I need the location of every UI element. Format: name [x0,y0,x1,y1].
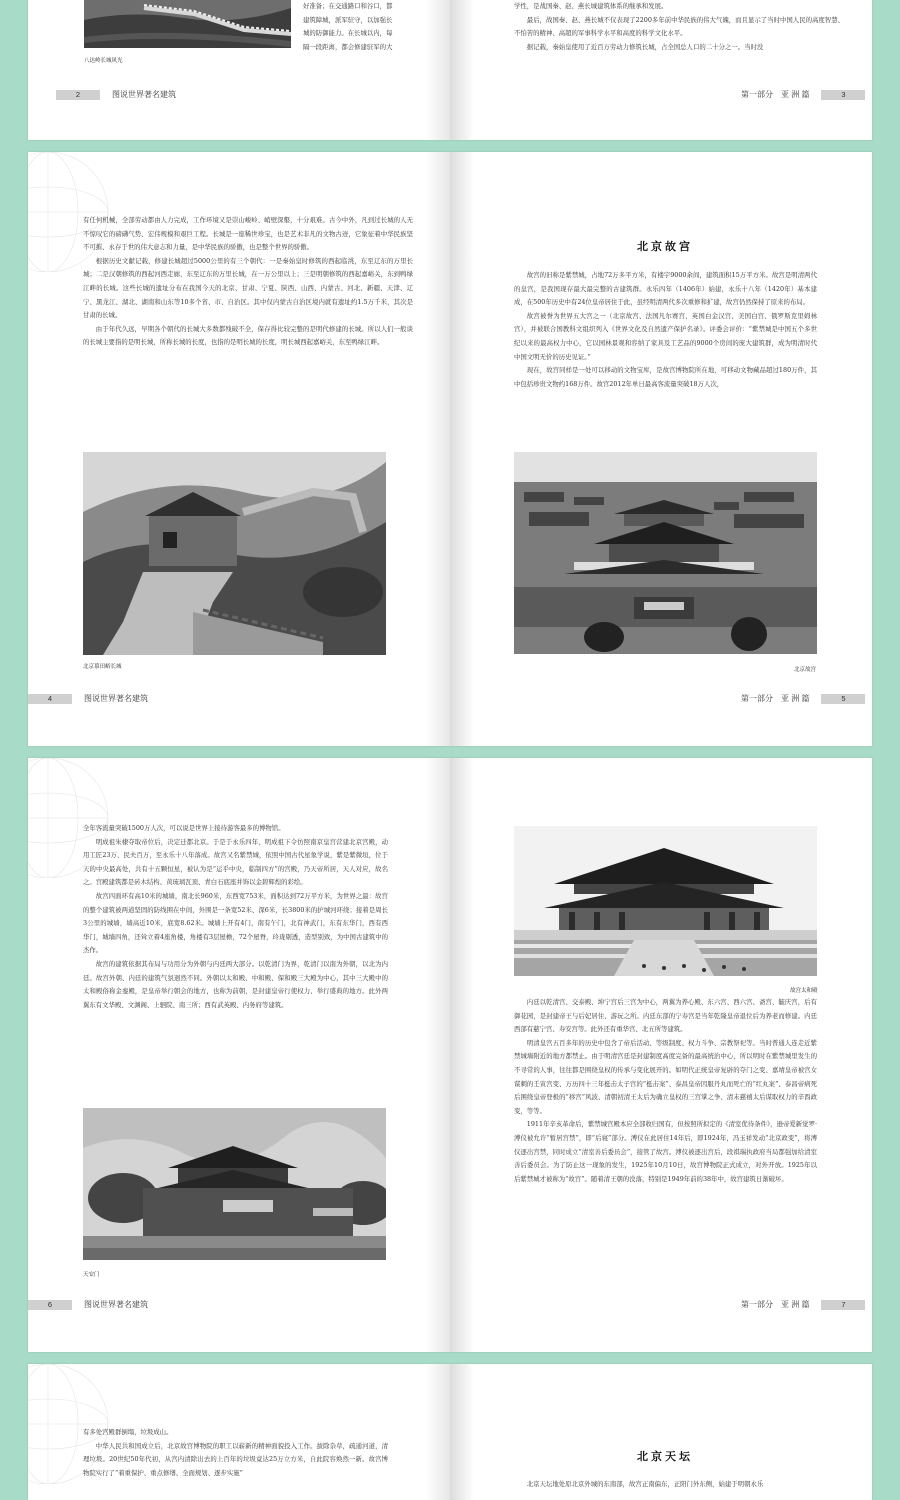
page-gutter-shadow [450,758,474,1352]
book-title: 图说世界著名建筑 [84,1300,148,1309]
paragraph: 学性，是战国秦、赵、燕长城建筑体系的继承和发展。 [514,2,668,10]
spread-pages-4-5 [28,152,872,746]
text-line: 建筑障城，派军驻守，以加强长 [303,15,393,24]
paragraph: 明清皇宫五百多年的历史中包含了帝后活动、等级制度、权力斗争、宗教祭祀等。当时普通人连走近紫禁城墙附近的地方都禁止。由于明清宫廷是封建制度高度完备的最高统治中心，所以明时在紫禁城里发生的不寻常的人事，往往都是围绕皇权的传承与变化展开的。如明代正统皇帝复辟的夺门之变、嘉靖皇帝被宫女谋刺的壬寅宫变、万历四十三年梃击太子宫的“梃击案”、泰昌皇帝因服丹丸而死亡的“红丸案”、泰昌帝病死后围绕皇帝登极的“移宫”风波、清朝初清王太后为确立皇权的三宫掌之争、清末慈禧太后谋取权力的辛酉政变，等等。 [514,1038,817,1115]
photo-caption: 北京故宫 [794,667,817,673]
page-4-text [83,214,413,350]
page-gutter-shadow [450,152,474,746]
paragraph: 故宫被誉为世界五大宫之一（北京故宫、法国凡尔赛宫、英国白金汉宫、美国白宫、俄罗斯克里姆林宫），并被联合国教科文组织列入《世界文化及自然遗产保护名录》。评委会评价：“紫禁城是中国五个多世纪以来的最高权力中心，它以园林景观和容纳了家具及工艺品的9000个房间的庞大建筑群，成为明清时代中国文明无价的历史见证。” [514,311,817,361]
section-title: 北京故宫 [637,241,693,253]
page-gutter-shadow [426,0,450,140]
mutianyu-great-wall-photo [83,452,386,655]
part-title: 第一部分 亚 洲 篇 [741,90,810,99]
tiananmen-photo [83,1108,386,1260]
page-8 [28,1364,450,1500]
photo-caption: 天安门 [83,1272,100,1278]
page-7-text [514,996,817,1186]
paragraph: 据记载，秦始皇使用了近百万劳动力修筑长城，占全国总人口的二十分之一。当时没 [526,42,764,51]
paragraph: 明成祖朱棣夺取帝位后，决定迁都北京。于是于永乐四年，明成祖下令仿照南京皇宫营建北京宫殿，动用工匠23万、民夫百万，至永乐十八年落成。故宫又名紫禁城，依照中国古代星象学说，紫是紫微垣，位于天的中央最高处，共有十五颗恒星，被认为是“运乎中央，临制四方”的宫殿，乃天帝所居，天人对应，故名之。宫殿建筑都是砖木结构、黄琉璃瓦顶、青白石底座并饰以金碧辉煌的彩绘。 [83,837,388,887]
page-gutter-shadow [426,152,450,746]
photo-caption: 八达岭长城风光 [84,58,123,64]
page-9-text [514,1478,817,1492]
photo-caption: 北京慕田峪长城 [83,664,122,670]
page-gutter-shadow [450,1364,474,1500]
paragraph: 故宫的旧称是紫禁城，占地72万多平方米，有楼宇9000余间，建筑面积15万平方米。故宫是明清两代的皇宫，是我国现存最大最完整的古建筑群。永乐四年（1406年）始建，永乐十八年（1420年）基本建成，在500年历史中有24位皇帝居住于此，虽经明清两代多次重修和扩建，故宫仍然保持了原来的布局。 [514,271,817,307]
page-3 [450,0,872,140]
text-line: 隔一段距离，都会修建驻军的大 [303,42,393,51]
page-7 [450,758,872,1352]
page-5 [450,152,872,746]
spread-pages-2-3 [28,0,872,140]
paragraph: 内廷以乾清宫、交泰殿、坤宁宫后三宫为中心，两翼为养心殿、东六宫、西六宫、斋宫、毓庆宫，后有御花园，是封建帝王与后妃居住、游玩之所。内廷东部的宁寿宫是当年乾隆皇帝退位后为养老而修建。内廷西部有慈宁宫、寿安宫等。此外还有重华宫、北五所等建筑。 [514,998,817,1034]
paragraph: 故宫的建筑依据其布局与功用分为外朝与内廷两大部分。以乾清门为界，乾清门以南为外朝，以北为内廷。故宫外朝、内廷的建筑气氛迥然不同。外朝以太和殿、中和殿、保和殿三大殿为中心，其中三大殿中的太和殿俗称金銮殿，是皇帝举行朝会的地方，也称为前朝，是封建皇帝行使权力、举行盛典的地方。此外两翼东有文华殿、文渊阁、上驷院、南三所；西有武英殿、内务府等建筑。 [83,959,388,1009]
page-number: 7 [821,1300,865,1310]
paragraph: 根据历史文献记载，修建长城超过5000公里的有三个朝代：一是秦始皇时修筑的西起临洮，东至辽东的万里长城；二是汉朝修筑的西起河西走廊，东至辽东的万里长城，在一万公里以上；三是明朝修筑的西起嘉峪关，东到鸭绿江畔的长城。这些长城的遗址分布在我国今天的北京、甘肃、宁夏、陕西、山西、内蒙古、河北、新疆、天津、辽宁、黑龙江、湖北、湖南和山东等10多个省、市、自治区。其中仅内蒙古自治区境内就有遗址约1.5万千米，其次是甘肃的长城。 [83,256,413,320]
spread-pages-6-7 [28,758,872,1352]
page-2-text [303,0,421,54]
page-footer [28,693,148,704]
paragraph: 中华人民共和国成立后，北京故宫博物院的职工以崭新的精神面貌投入工作。拔除杂草，疏通河道，清理垃圾。20世纪50年代初，从宫内清除出去的上百年的垃圾竟达25万立方米，自此院容焕然一新。故宫博物院实行了“着重保护、重点修缮、全面规划、逐步实施” [83,1441,388,1477]
paragraph: 全年客流量突破1500万人次，可以说是世界上接待游客最多的博物馆。 [83,824,285,832]
page-gutter-shadow [450,0,474,140]
paragraph: 有多处宫殿群倒塌，垃圾成山。 [83,1428,173,1436]
page-9 [450,1364,872,1500]
page-gutter-shadow [426,1364,450,1500]
page-number: 3 [821,90,865,100]
paragraph: 故宫四面环有高10米的城墙，南北长960米，东西宽753米，面积达到72万平方米，为世界之最：故宫的整个建筑被两道坚固的防线围在中间，外围是一条宽52米、深6米，长3800米的护城河环绕；接着是周长3公里的城墙，墙高近10米，底宽8.62米。城墙上开有4门，南有午门，北有神武门，东有东华门，西有西华门，城墙四角，还耸立着4座角楼，角楼有3层屋檐，72个屋脊，玲珑剔透，造型别致，为中国古建筑中的杰作。 [83,891,388,955]
paragraph: 北京天坛地处原北京外城的东南部，故宫正南偏东，正阳门外东侧，始建于明朝永乐 [526,1480,764,1488]
photo-caption: 故宫太和殿 [790,988,818,994]
paragraph: 由于年代久远，早期各个朝代的长城大多数都残破不全，保存得比较完整的是明代修建的长城。所以人们一般谈的长城主要指的是明长城，所称长城的长度，也指的是明长城的长度，明长城西起嘉峪关，东至鸭绿江畔。 [83,324,413,347]
section-title: 北京天坛 [637,1451,693,1463]
page-number: 5 [821,694,865,704]
page-footer [741,693,865,704]
paragraph: 有任何机械，全部劳动都由人力完成，工作环境又是崇山峻岭、峭壁深壑，十分艰难。古今中外，凡到过长城的人无不惊叹它的磅礴气势、宏伟规模和艰巨工程。长城是一座稀世珍宝，也是艺术非凡的文物古迹，它象征着中华民族坚不可摧、永存于世的伟大意志和力量，是中华民族的骄傲，也是整个世界的骄傲。 [83,216,413,252]
text-line: 好准备；在交通路口和谷口，都 [303,2,393,10]
page-number: 6 [28,1300,72,1310]
paragraph: 现在，故宫同样是一处可以移动的文物宝库，是故宫博物院所在地，可移动文物藏品超过180万件，其中包括珍贵文物约168万件。故宫2012年单日最高客流量突破18万人次， [514,366,817,388]
forbidden-city-aerial-photo [514,452,817,654]
hall-of-supreme-harmony-photo [514,826,817,976]
page-6 [28,758,450,1352]
page-gutter-shadow [426,758,450,1352]
page-2 [28,0,450,140]
page-3-text [514,0,844,54]
badaling-great-wall-photo [84,0,291,48]
page-footer [741,1299,865,1310]
paragraph: 1911年辛亥革命后，紫禁城宫殿本应全部收归国有，但按照所拟定的《清室优待条件》，逊帝爱新觉罗·溥仪被允许“暂居宫禁”，即“后寝”部分。溥仪在此居住14年后，即1924年，冯玉祥发动“北京政变”，将溥仪逐出宫禁，同时成立“清室善后委员会”，接管了故宫。溥仪被逐出宫后，段祺瑞执政府当局都强加给清室善后委员会。为了防止这一现象的发生，1925年10月10日，故宫博物院正式成立，对外开放。1925年以后紫禁城才被称为“故宫”。随着清王朝的没落，特别是1949年前的38年中，故宫建筑日渐破坏。 [514,1120,817,1183]
page-footer [56,89,176,100]
page-footer [28,1299,148,1310]
text-line: 城的防御能力。在长城以内，每 [303,29,393,38]
page-5-text [514,269,817,391]
page-number: 4 [28,694,72,704]
page-4 [28,152,450,746]
book-title: 图说世界著名建筑 [112,90,176,99]
page-footer [741,89,865,100]
page-8-text [83,1426,388,1480]
page-number: 2 [56,90,100,100]
page-6-text [83,822,388,1012]
part-title: 第一部分 亚 洲 篇 [741,1300,810,1309]
book-title: 图说世界著名建筑 [84,694,148,703]
paragraph: 最后，战国秦、赵、燕长城不仅表现了2200多年前中华民族的伟大气魄，而且显示了当时中国人民的高度智慧、不怕苦的精神、高超的军事科学水平和高度的科学文化水平。 [514,15,844,38]
part-title: 第一部分 亚 洲 篇 [741,694,810,703]
spread-pages-8-9 [28,1364,872,1500]
